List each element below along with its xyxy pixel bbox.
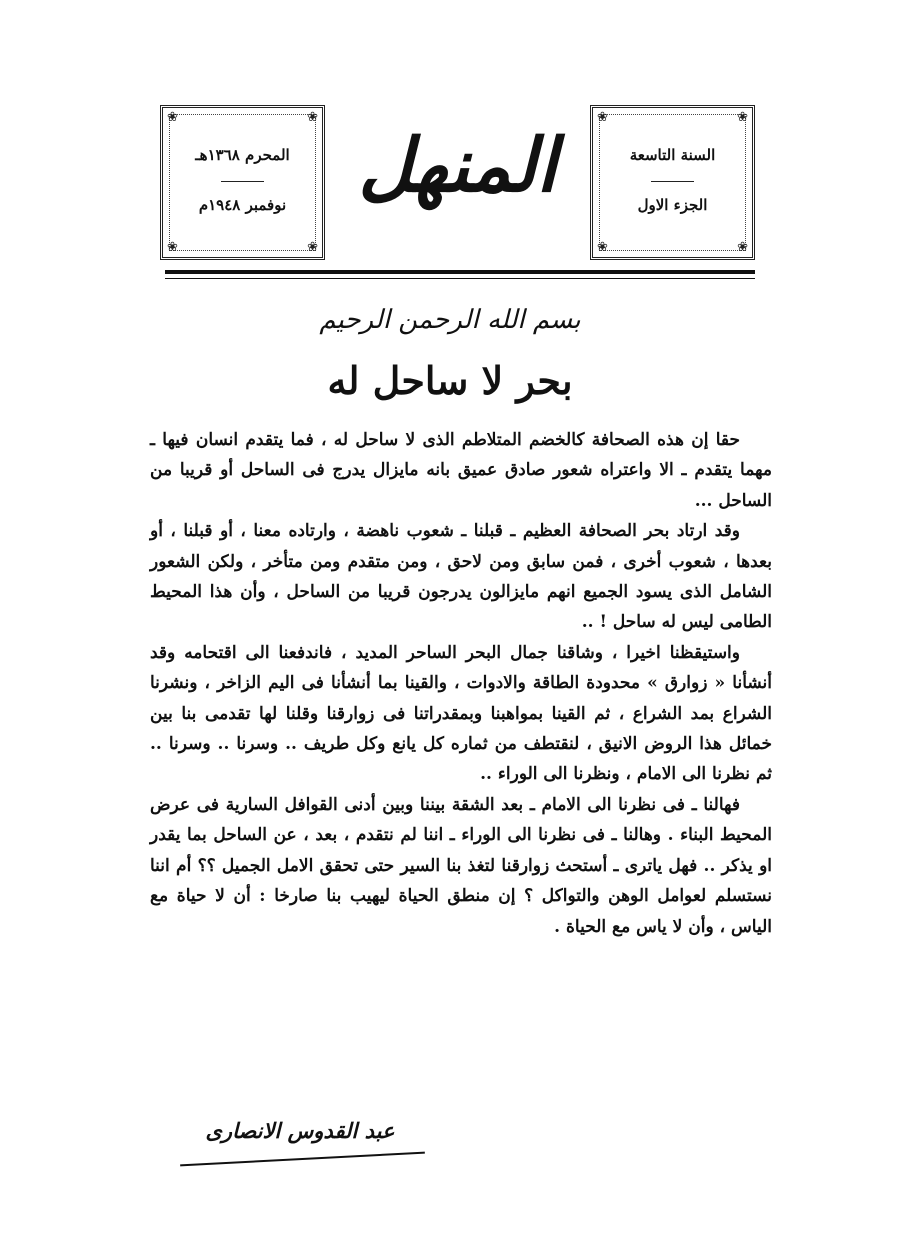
issue-part: الجزء الاول [637,196,708,214]
ornament-icon: ❀ [307,110,318,125]
issue-box [590,105,755,260]
volume-year: السنة التاسعة [629,146,716,164]
ornament-icon: ❀ [597,240,608,255]
article-body [150,425,772,942]
ornament-icon: ❀ [167,240,178,255]
header-rule [165,270,755,274]
hijri-date: المحرم ١٣٦٨هـ [195,146,290,164]
date-box [160,105,325,260]
ornament-icon: ❀ [737,110,748,125]
author-signature: عبد القدوس الانصارى [205,1118,395,1143]
masthead [160,105,755,265]
header-rule-thin [165,278,755,279]
paragraph: حقا إن هذه الصحافة كالخضم المتلاطم الذى لا ساحل له ، فما يتقدم انسان فيها ـ مهما يتقدم ـ الا واعتراه شعور صادق عميق بانه مايزال يدرج فى الساحل أو قريبا من الساحل ... [150,430,772,511]
ornament-icon: ❀ [737,240,748,255]
divider [651,181,694,182]
basmala: بسم الله الرحمن الرحيم [319,305,581,335]
ornament-icon: ❀ [597,110,608,125]
ornament-icon: ❀ [307,240,318,255]
article-title: بحر لا ساحل له [327,358,573,403]
gregorian-date: نوفمبر ١٩٤٨م [198,196,287,214]
divider [221,181,264,182]
paragraph: فهالنا ـ فى نظرنا الى الامام ـ بعد الشقة بيننا وبين أدنى القوافل السارية فى عرض المحيط البناء . وهالنا ـ فى نظرنا الى الوراء ـ اننا لم نتقدم ، بعد ، عن الساحل بما يقدر او يذكر .. فهل ياترى ـ أستحث زوارقنا لتغذ بنا السير حتى تحقق الامل الجميل ؟؟ أم اننا نستسلم لعوامل الوهن والتواكل ؟ إن منطق الحياة ليهيب بنا صارخا : أن لا حياة مع الياس ، وأن لا ياس مع الحياة . [150,794,773,937]
paragraph: واستيقظنا اخيرا ، وشاقنا جمال البحر الساحر المديد ، فاندفعنا الى اقتحامه وقد أنشأنا « زوارق » محدودة الطاقة والادوات ، والقينا بما أنشأنا فى اليم الزاخر ، ونشرنا الشراع بمد الشراع ، ثم القينا بمواهبنا وبمقدراتنا فى زوارقنا وقلنا لها تقدمى بنا بين خمائل هذا الروض الانيق ، لنقتطف من ثماره كل يانع وكل طريف .. وسرنا .. وسرنا .. ثم نظرنا الى الامام ، ونظرنا الى الوراء .. [150,642,772,785]
magazine-logo: المنهل [358,123,557,209]
paragraph: وقد ارتاد بحر الصحافة العظيم ـ قبلنا ـ شعوب ناهضة ، وارتاده معنا ، أو قبلنا ، أو بعدها ، شعوب أخرى ، فمن سابق ومن لاحق ، ومن متقدم ومن متأخر ، ولكن الشعور الشامل الذى يسود الجميع انهم مايزالون يدرجون قريبا من الساحل ، وأن هذا المحيط الطامى ليس له ساحل ! .. [150,521,772,633]
ornament-icon: ❀ [167,110,178,125]
signature-underline [180,1152,425,1167]
